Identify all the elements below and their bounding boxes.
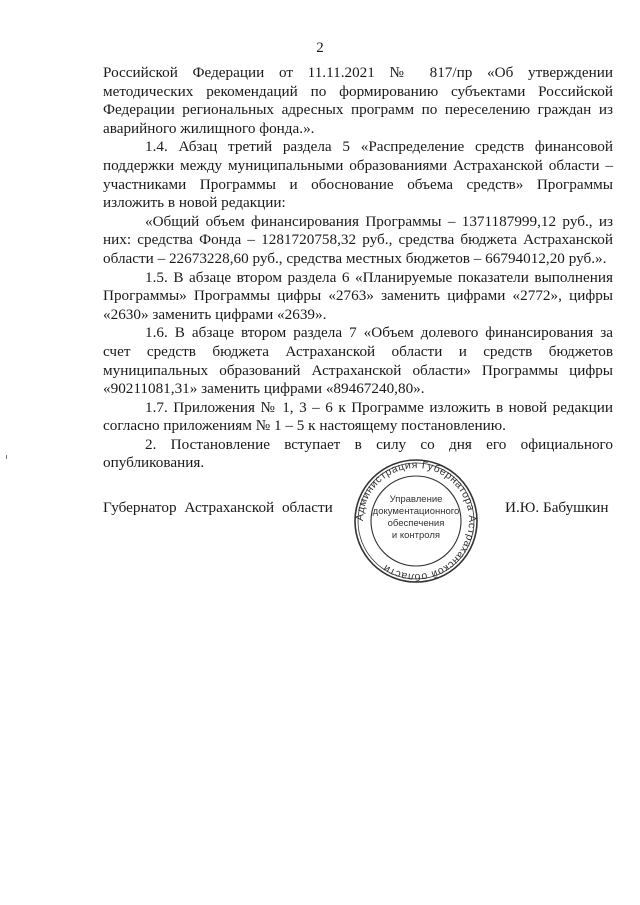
stamp-seal-icon (338, 458, 494, 584)
page-number: 2 (316, 40, 324, 56)
paragraph: 1.7. Приложения № 1, 3 – 6 к Программе изложить в новой редакции согласно приложениям № 1 – 5 к настоящему постановлению. (103, 398, 613, 435)
paragraph: Российской Федерации от 11.11.2021 № 817/пр «Об утверждении методических рекомендаций по формированию субъектами Российской Федерации региональных адресных программ по переселению граждан из аварийного жилищного фонда.». (103, 64, 613, 137)
paragraph: 2. Постановление вступает в силу со дня его официального опубликования. (103, 435, 613, 472)
stamp-ring-text: Администрация Губернатора Астраханской области (353, 458, 479, 584)
paragraph: 1.4. Абзац третий раздела 5 «Распределение средств финансовой поддержки между муниципальными образованиями Астраханской области – участниками Программы и обоснование объема средств» Программы изложить в новой редакции: (103, 138, 613, 212)
official-stamp (338, 458, 494, 584)
paragraph: 1.6. В абзаце втором раздела 7 «Объем долевого финансирования за счет средств бюджета Астраханской области и средств бюджетов муниципальных образований Астраханской области» Программы цифры «90211081,31» заменить цифрами «89467240,80». (103, 324, 613, 398)
document-body (103, 64, 613, 473)
signatory-name: И.Ю. Бабушкин (505, 499, 609, 516)
margin-mark (6, 455, 7, 459)
stamp-center-line: и контроля (391, 530, 441, 541)
stamp-center-line: документационного (372, 506, 460, 517)
paragraph: «Общий объем финансирования Программы – 1371187999,12 руб., из них: средства Фонда – 1281720758,32 руб., средства бюджета Астраханской области – 22673228,60 руб., средства местных бюджетов – 66794012,20 руб.». (103, 212, 613, 267)
stamp-center-line: обеспечения (387, 518, 445, 529)
stamp-center-line: Управление (389, 494, 443, 505)
paragraph: 1.5. В абзаце втором раздела 6 «Планируемые показатели выполнения Программы» Программы цифры «2763» заменить цифрами «2772», цифры «2630» заменить цифрами «2639». (103, 268, 613, 323)
signatory-position: Губернатор Астраханской области (103, 499, 333, 516)
